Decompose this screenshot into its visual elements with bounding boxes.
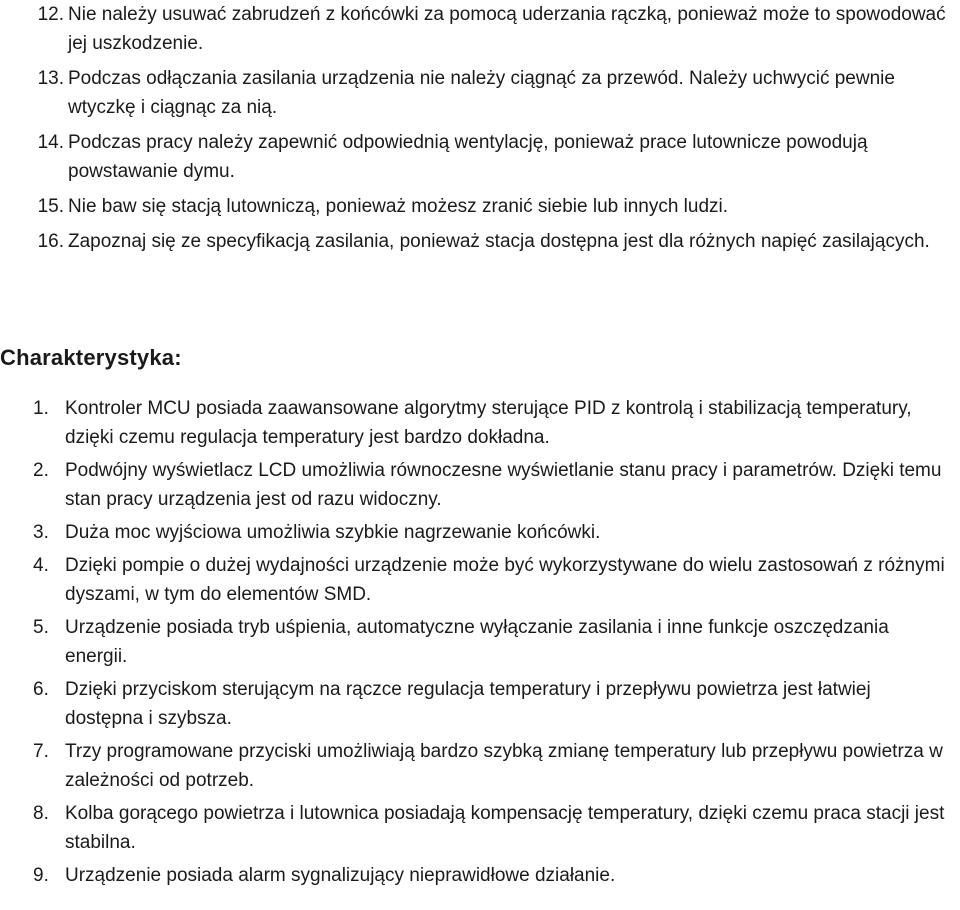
list-item [0,737,960,795]
safety-instructions-list [0,0,960,262]
list-item [0,64,960,122]
list-item [0,799,960,857]
list-item [0,192,960,221]
list-item [0,675,960,733]
item-number: 2. [33,460,49,481]
list-item [0,518,960,547]
list-item [0,456,960,514]
item-number: 9. [33,865,49,886]
item-number: 14. [37,132,64,153]
list-item [0,0,960,58]
list-item [0,128,960,186]
item-text: Duża moc wyjściowa umożliwia szybkie nagrzewanie końcówki. [65,522,601,543]
item-text: Dzięki pompie o dużej wydajności urządzenie może być wykorzystywane do wielu zastosowań z różnymi dyszami, w tym do elementów SMD. [65,555,945,605]
item-number: 7. [33,741,49,762]
list-item [0,551,960,609]
list-item [0,613,960,671]
list-item [0,861,960,890]
item-text: Kolba gorącego powietrza i lutownica posiadają kompensację temperatury, dzięki czemu praca stacji jest stabilna. [65,803,945,853]
item-text: Podwójny wyświetlacz LCD umożliwia równoczesne wyświetlanie stanu pracy i parametrów. Dzięki temu stan pracy urządzenia jest od razu widoczny. [65,460,942,510]
features-list [0,394,960,894]
section-heading: Charakterystyka: [0,345,182,370]
item-text: Zapoznaj się ze specyfikacją zasilania, ponieważ stacja dostępna jest dla różnych napięć zasilających. [68,231,930,252]
item-number: 1. [33,398,49,419]
item-number: 12. [37,4,64,25]
item-number: 8. [33,803,49,824]
item-number: 13. [37,68,64,89]
item-text: Nie baw się stacją lutowniczą, ponieważ możesz zranić siebie lub innych ludzi. [68,196,729,217]
item-number: 3. [33,522,49,543]
list-item [0,227,960,256]
item-text: Podczas pracy należy zapewnić odpowiednią wentylację, ponieważ prace lutownicze powodują powstawanie dymu. [68,132,868,182]
item-text: Podczas odłączania zasilania urządzenia nie należy ciągnąć za przewód. Należy uchwycić pewnie wtyczkę i ciągnąc za nią. [68,68,895,118]
item-text: Dzięki przyciskom sterującym na rączce regulacja temperatury i przepływu powietrza jest łatwiej dostępna i szybsza. [65,679,871,729]
item-text: Trzy programowane przyciski umożliwiają bardzo szybką zmianę temperatury lub przepływu powietrza w zależności od potrzeb. [65,741,943,791]
list-item [0,394,960,452]
item-number: 4. [33,555,49,576]
item-number: 6. [33,679,49,700]
item-text: Kontroler MCU posiada zaawansowane algorytmy sterujące PID z kontrolą i stabilizacją temperatury, dzięki czemu regulacja temperatury jest bardzo dokładna. [65,398,912,448]
item-text: Nie należy usuwać zabrudzeń z końcówki za pomocą uderzania rączką, ponieważ może to spowodować jej uszkodzenie. [68,4,946,54]
item-number: 16. [37,231,64,252]
item-text: Urządzenie posiada alarm sygnalizujący nieprawidłowe działanie. [65,865,616,886]
item-number: 5. [33,617,49,638]
item-text: Urządzenie posiada tryb uśpienia, automatyczne wyłączanie zasilania i inne funkcje oszczędzania energii. [65,617,889,667]
item-number: 15. [37,196,64,217]
